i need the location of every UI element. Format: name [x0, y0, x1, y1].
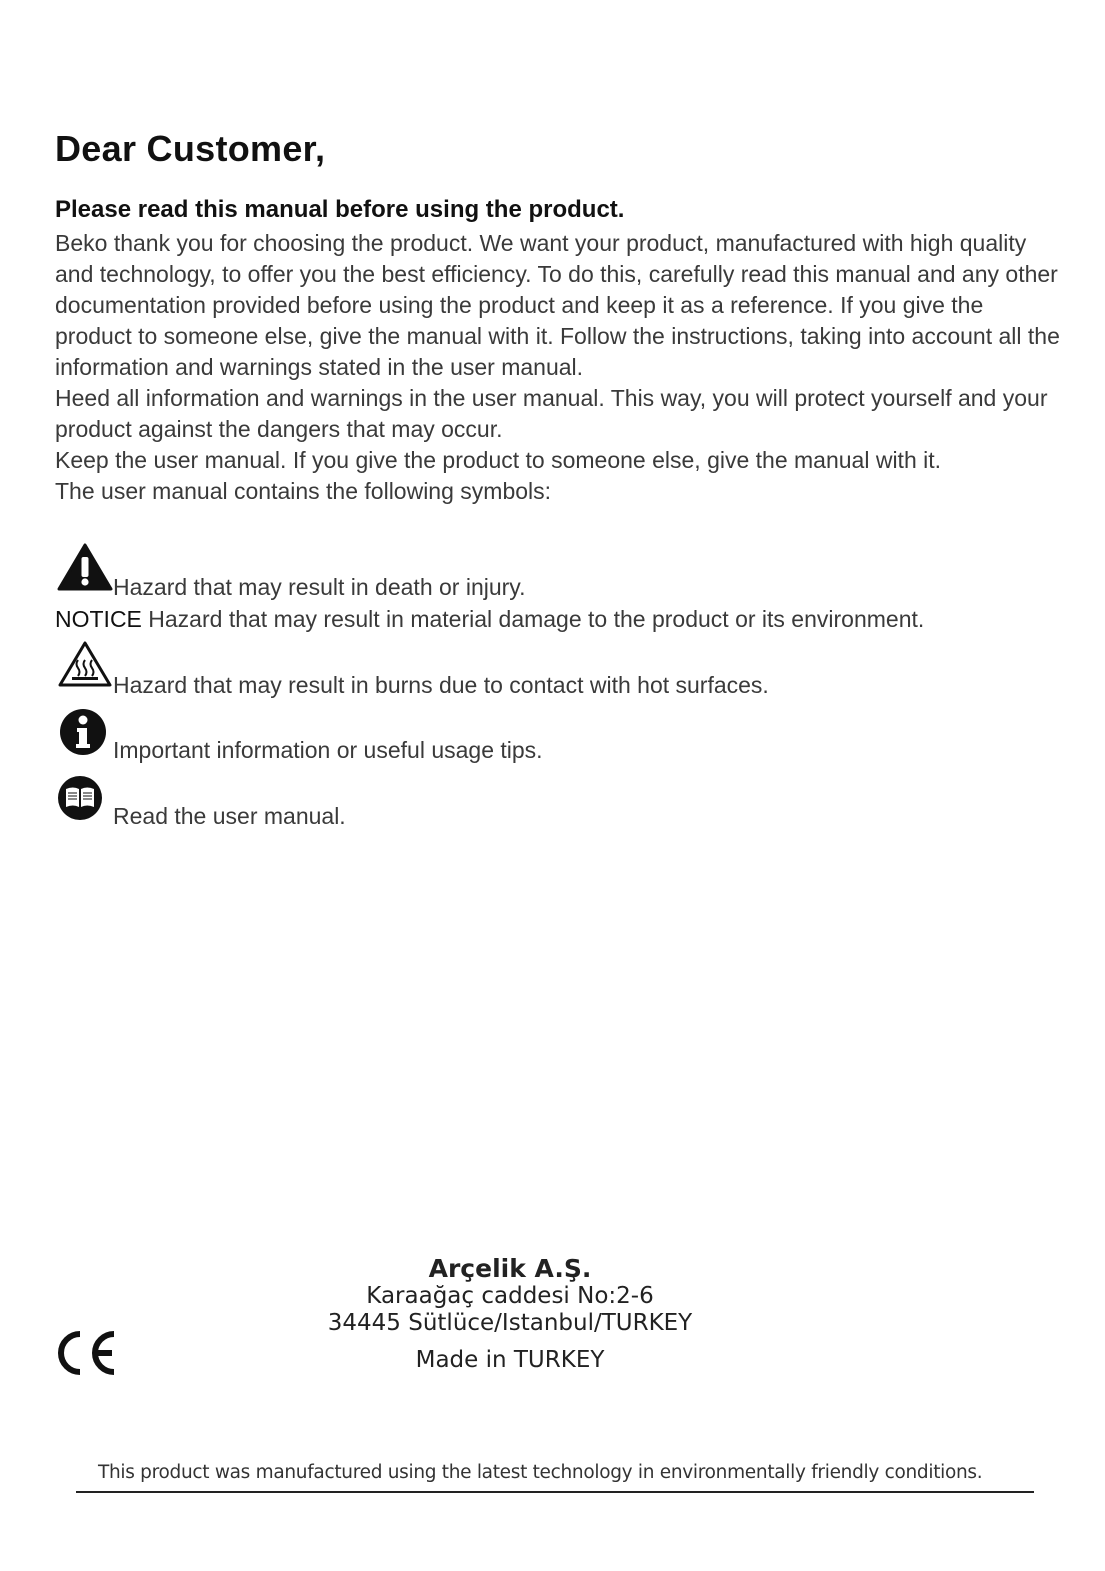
- manufacturer-street: Karaağaç caddesi No:2-6: [366, 1283, 654, 1309]
- symbol-notice-text: Hazard that may result in material damage to the product or its environment.: [148, 606, 925, 632]
- footer-divider: [76, 1491, 1034, 1493]
- footer-text: This product was manufactured using the latest technology in environmentally friendly conditions.: [98, 1462, 983, 1483]
- symbol-hot-text: Hazard that may result in burns due to contact with hot surfaces.: [113, 672, 769, 698]
- paragraph: Heed all information and warnings in the user manual. This way, you will protect yourself and your product against the dangers that may occur.: [55, 385, 1048, 442]
- warning-triangle-icon: [57, 543, 113, 596]
- symbol-info-text: Important information or useful usage tips.: [113, 737, 543, 763]
- manufacturer-city: 34445 Sütlüce/Istanbul/TURKEY: [327, 1310, 693, 1336]
- paragraph: Keep the user manual. If you give the product to someone else, give the manual with it.: [55, 447, 942, 473]
- paragraph: The user manual contains the following symbols:: [55, 478, 552, 504]
- manufacturer-company: Arçelik A.Ş.: [428, 1254, 592, 1283]
- ce-mark-logo: [52, 1328, 122, 1383]
- intro-text: [55, 228, 1065, 507]
- symbol-danger-text: Hazard that may result in death or injury.: [113, 574, 526, 600]
- info-icon: [59, 708, 107, 761]
- read-manual-icon: [57, 775, 103, 826]
- symbol-manual-text: Read the user manual.: [113, 803, 346, 829]
- manufacturer-origin: Made in TURKEY: [415, 1347, 605, 1373]
- page-title: Dear Customer,: [55, 128, 326, 169]
- page-subtitle: Please read this manual before using the product.: [55, 196, 625, 223]
- paragraph: Beko thank you for choosing the product. We want your product, manufactured with high quality and technology, to offer you the best efficiency. To do this, carefully read this manual and any other documentation provided before using the product and keep it as a reference. If you give the product to someone else, give the manual with it. Follow the instructions, taking into account all the information and warnings stated in the user manual.: [55, 230, 1060, 380]
- hot-surface-warning-icon: [57, 640, 113, 693]
- notice-label: NOTICE: [55, 606, 142, 632]
